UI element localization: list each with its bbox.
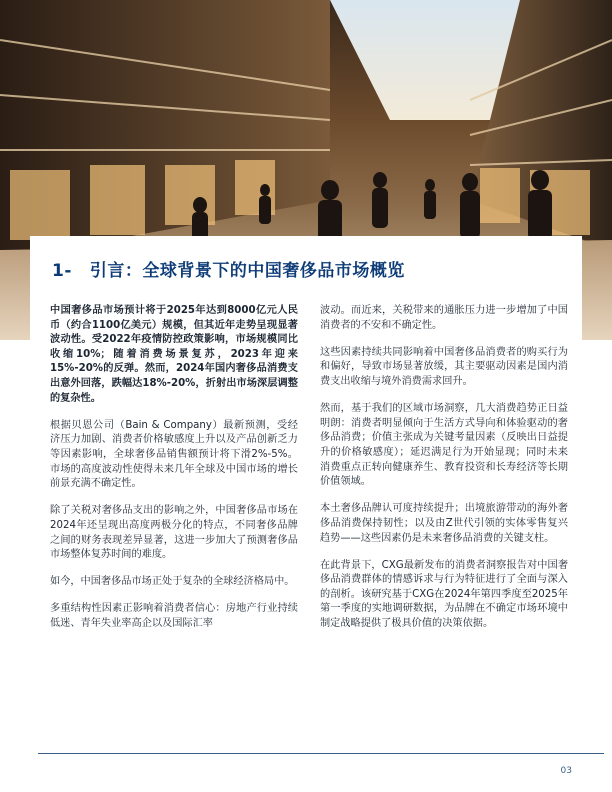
paragraph: 本土奢侈品牌认可度持续提升；出境旅游带动的海外奢侈品消费保持韧性；以及由Z世代引领的实体零售复兴趋势——这些因素仍是未来奢侈品消费的关键支柱。 — [320, 503, 568, 544]
section-heading — [52, 256, 572, 281]
paragraph: 然而，基于我们的区域市场洞察，几大消费趋势正日益明朗：消费者明显倾向于生活方式导向和体验驱动的奢侈品消费；价值主张成为关键考量因素（反映出日益提升的价格敏感度）；延迟满足行为开始显现；同时未来消费重点正转向健康养生、教育投资和长寿经济等长期价值领域。 — [320, 403, 568, 488]
paragraph: 波动。而近来，关税带来的通胀压力进一步增加了中国消费者的不安和不确定性。 — [320, 305, 568, 331]
section-number: 1- — [52, 261, 72, 281]
content-card — [30, 236, 582, 736]
paragraph: 如今，中国奢侈品市场正处于复杂的全球经济格局中。 — [50, 576, 295, 588]
paragraph: 这些因素持续共同影响着中国奢侈品消费者的购买行为和偏好，导致市场显著放缓，其主要驱动因素是国内消费支出收缩与境外消费需求回升。 — [320, 346, 568, 387]
right-column — [320, 304, 568, 644]
section-title: 引言：全球背景下的中国奢侈品市场概览 — [89, 261, 405, 281]
paragraph: 根据贝恩公司（Bain & Company）最新预测，受经济压力加剧、消费者价格敏感度上升以及产品创新乏力等因素影响，全球奢侈品销售额预计将下滑2%-5%。市场的高度波动性使得未来几年全球及中国市场的增长前景充满不确定性。 — [50, 419, 298, 490]
page-number: 03 — [560, 766, 572, 776]
left-column — [50, 304, 298, 644]
paragraph: 除了关税对奢侈品支出的影响之外，中国奢侈品市场在2024年还呈现出高度两极分化的特点，不同奢侈品牌之间的财务表现差异显著，这进一步加大了预测奢侈品市场整体复苏时间的难度。 — [50, 505, 298, 561]
paragraph: 多重结构性因素正影响着消费者信心：房地产行业持续低迷、青年失业率高企以及国际汇率 — [50, 603, 298, 630]
footer-divider — [38, 753, 604, 754]
paragraph: 中国奢侈品市场预计将于2025年达到8000亿元人民币（约合1100亿美元）规模，但其近年走势呈现显著波动性。受2022年疫情防控政策影响，市场规模同比收缩10%；随着消费场景复苏，2023年迎来15%-20%的反弹。然而，2024年国内奢侈品消费支出意外回落，跌幅达18%-20%，折射出市场深层调整的复杂性。 — [50, 305, 298, 404]
paragraph: 在此背景下，CXG最新发布的消费者洞察报告对中国奢侈品消费群体的情感诉求与行为特征进行了全面与深入的剖析。该研究基于CXG在2024年第四季度至2025年第一季度的实地调研数据，为品牌在不确定市场环境中制定战略提供了极具价值的决策依据。 — [320, 559, 568, 630]
